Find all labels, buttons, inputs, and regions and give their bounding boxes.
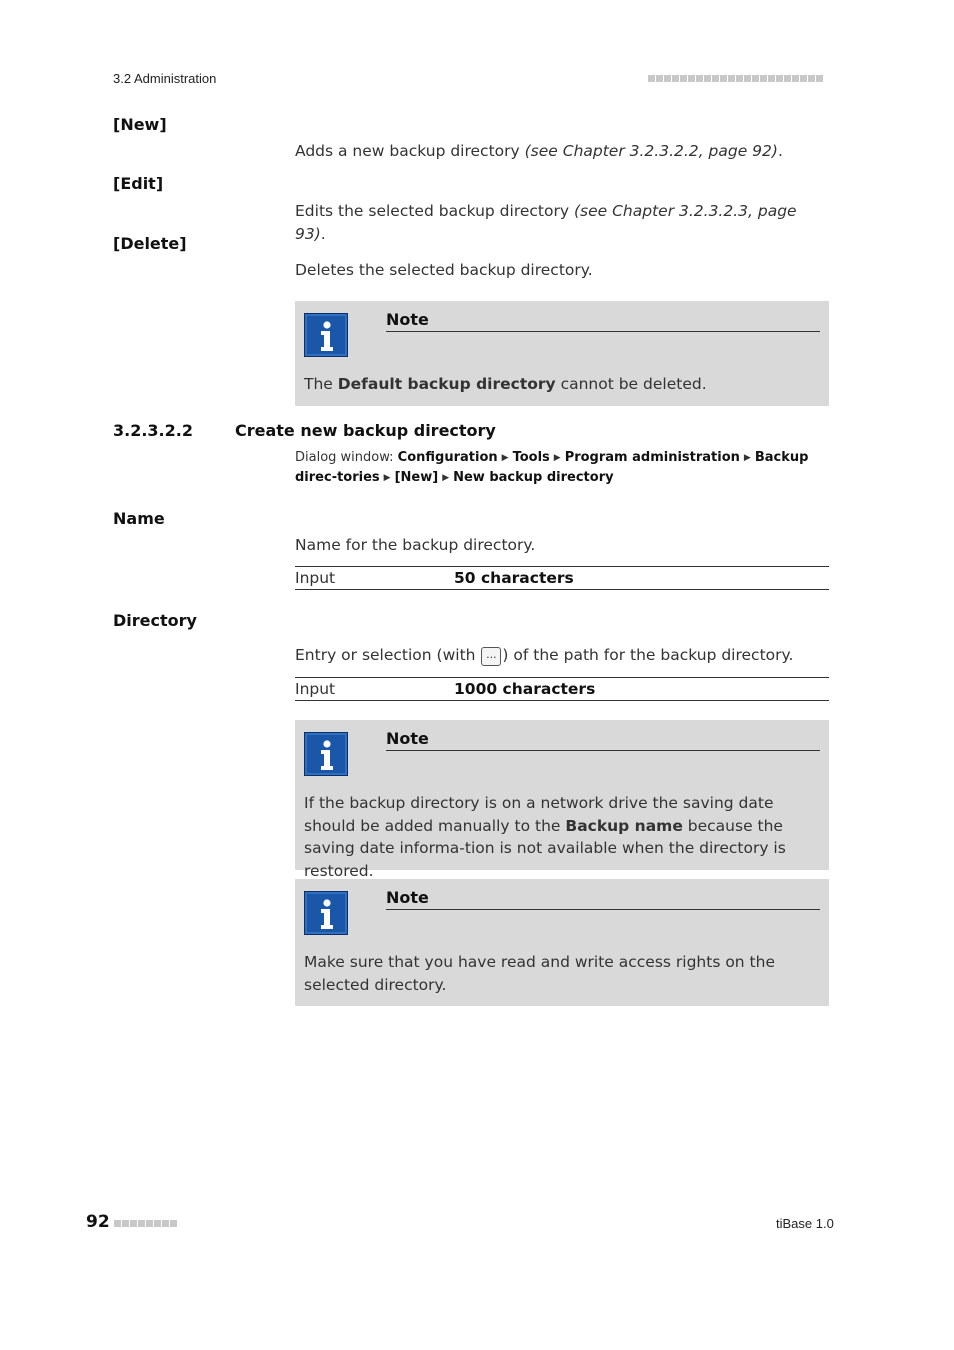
note-box-1 bbox=[295, 301, 829, 406]
dialog-path bbox=[295, 448, 829, 488]
note-body bbox=[304, 792, 820, 882]
desc-edit-ref[interactable]: (see Chapter 3.2.3.2.3, page 93) bbox=[295, 202, 797, 243]
term-new: [New] bbox=[113, 115, 167, 134]
note-text: If the backup directory is on a network drive the saving date should be added manually to the bbox=[304, 794, 774, 835]
param-directory-desc bbox=[295, 644, 829, 667]
param-directory-text: Entry or selection (with bbox=[295, 646, 481, 664]
note-title: Note bbox=[386, 310, 820, 332]
param-directory-text: ) of the path for the backup directory. bbox=[502, 646, 794, 664]
param-name-desc: Name for the backup directory. bbox=[295, 536, 536, 554]
param-directory-value: 1000 characters bbox=[454, 680, 596, 698]
param-directory-table bbox=[295, 677, 829, 701]
note-title: Note bbox=[386, 729, 820, 751]
term-edit: [Edit] bbox=[113, 174, 164, 193]
note-bold-term: Default backup directory bbox=[337, 375, 556, 393]
section-title: Create new backup directory bbox=[235, 421, 496, 440]
path-program-administration: Program administration bbox=[564, 450, 740, 465]
desc-new bbox=[295, 140, 829, 163]
path-separator-icon: ▶ bbox=[383, 473, 391, 483]
path-separator-icon: ▶ bbox=[501, 453, 509, 463]
param-name-table bbox=[295, 566, 829, 590]
note-bold-term: Backup name bbox=[565, 816, 683, 835]
path-new: [New] bbox=[394, 470, 439, 485]
path-configuration: Configuration bbox=[397, 450, 498, 465]
product-name: tiBase 1.0 bbox=[776, 1216, 834, 1231]
info-icon bbox=[304, 891, 348, 935]
page-number: 92 bbox=[86, 1212, 110, 1232]
header-decoration-squares bbox=[648, 75, 823, 82]
note-text: because the saving date informa-tion is not available when the directory is restored. bbox=[304, 816, 786, 880]
desc-delete: Deletes the selected backup directory. bbox=[295, 261, 593, 279]
desc-new-text: Adds a new backup directory bbox=[295, 142, 525, 160]
path-separator-icon: ▶ bbox=[743, 453, 751, 463]
param-name-key: Input bbox=[295, 569, 336, 587]
dialog-prefix: Dialog window: bbox=[295, 450, 398, 465]
section-number: 3.2.3.2.2 bbox=[113, 421, 193, 440]
note-box-3 bbox=[295, 879, 829, 1006]
desc-edit-end: . bbox=[320, 224, 326, 243]
desc-new-ref[interactable]: (see Chapter 3.2.3.2.2, page 92) bbox=[524, 142, 778, 160]
footer-decoration-squares bbox=[114, 1220, 177, 1227]
path-separator-icon: ▶ bbox=[553, 453, 561, 463]
param-name-term: Name bbox=[113, 509, 165, 528]
path-separator-icon: ▶ bbox=[442, 473, 450, 483]
desc-new-end: . bbox=[777, 142, 783, 160]
note-body: Make sure that you have read and write access rights on the selected directory. bbox=[304, 953, 775, 994]
path-backup-directories: Backup direc-tories bbox=[295, 450, 809, 485]
param-name-value: 50 characters bbox=[454, 569, 574, 587]
note-box-2 bbox=[295, 720, 829, 880]
info-icon bbox=[304, 732, 348, 776]
param-directory-term: Directory bbox=[113, 611, 197, 630]
param-directory-key: Input bbox=[295, 680, 336, 698]
desc-edit-text: Edits the selected backup directory bbox=[295, 202, 574, 220]
browse-button-icon: ... bbox=[481, 647, 501, 666]
running-header: 3.2 Administration bbox=[113, 71, 217, 86]
info-icon bbox=[304, 313, 348, 357]
path-tools: Tools bbox=[512, 450, 550, 465]
term-delete: [Delete] bbox=[113, 234, 187, 253]
note-body bbox=[304, 373, 820, 396]
note-title: Note bbox=[386, 888, 820, 910]
note-text: The bbox=[304, 375, 338, 393]
note-text: cannot be deleted. bbox=[555, 375, 707, 393]
path-new-backup-directory: New backup directory bbox=[453, 470, 614, 485]
desc-edit bbox=[295, 200, 829, 245]
